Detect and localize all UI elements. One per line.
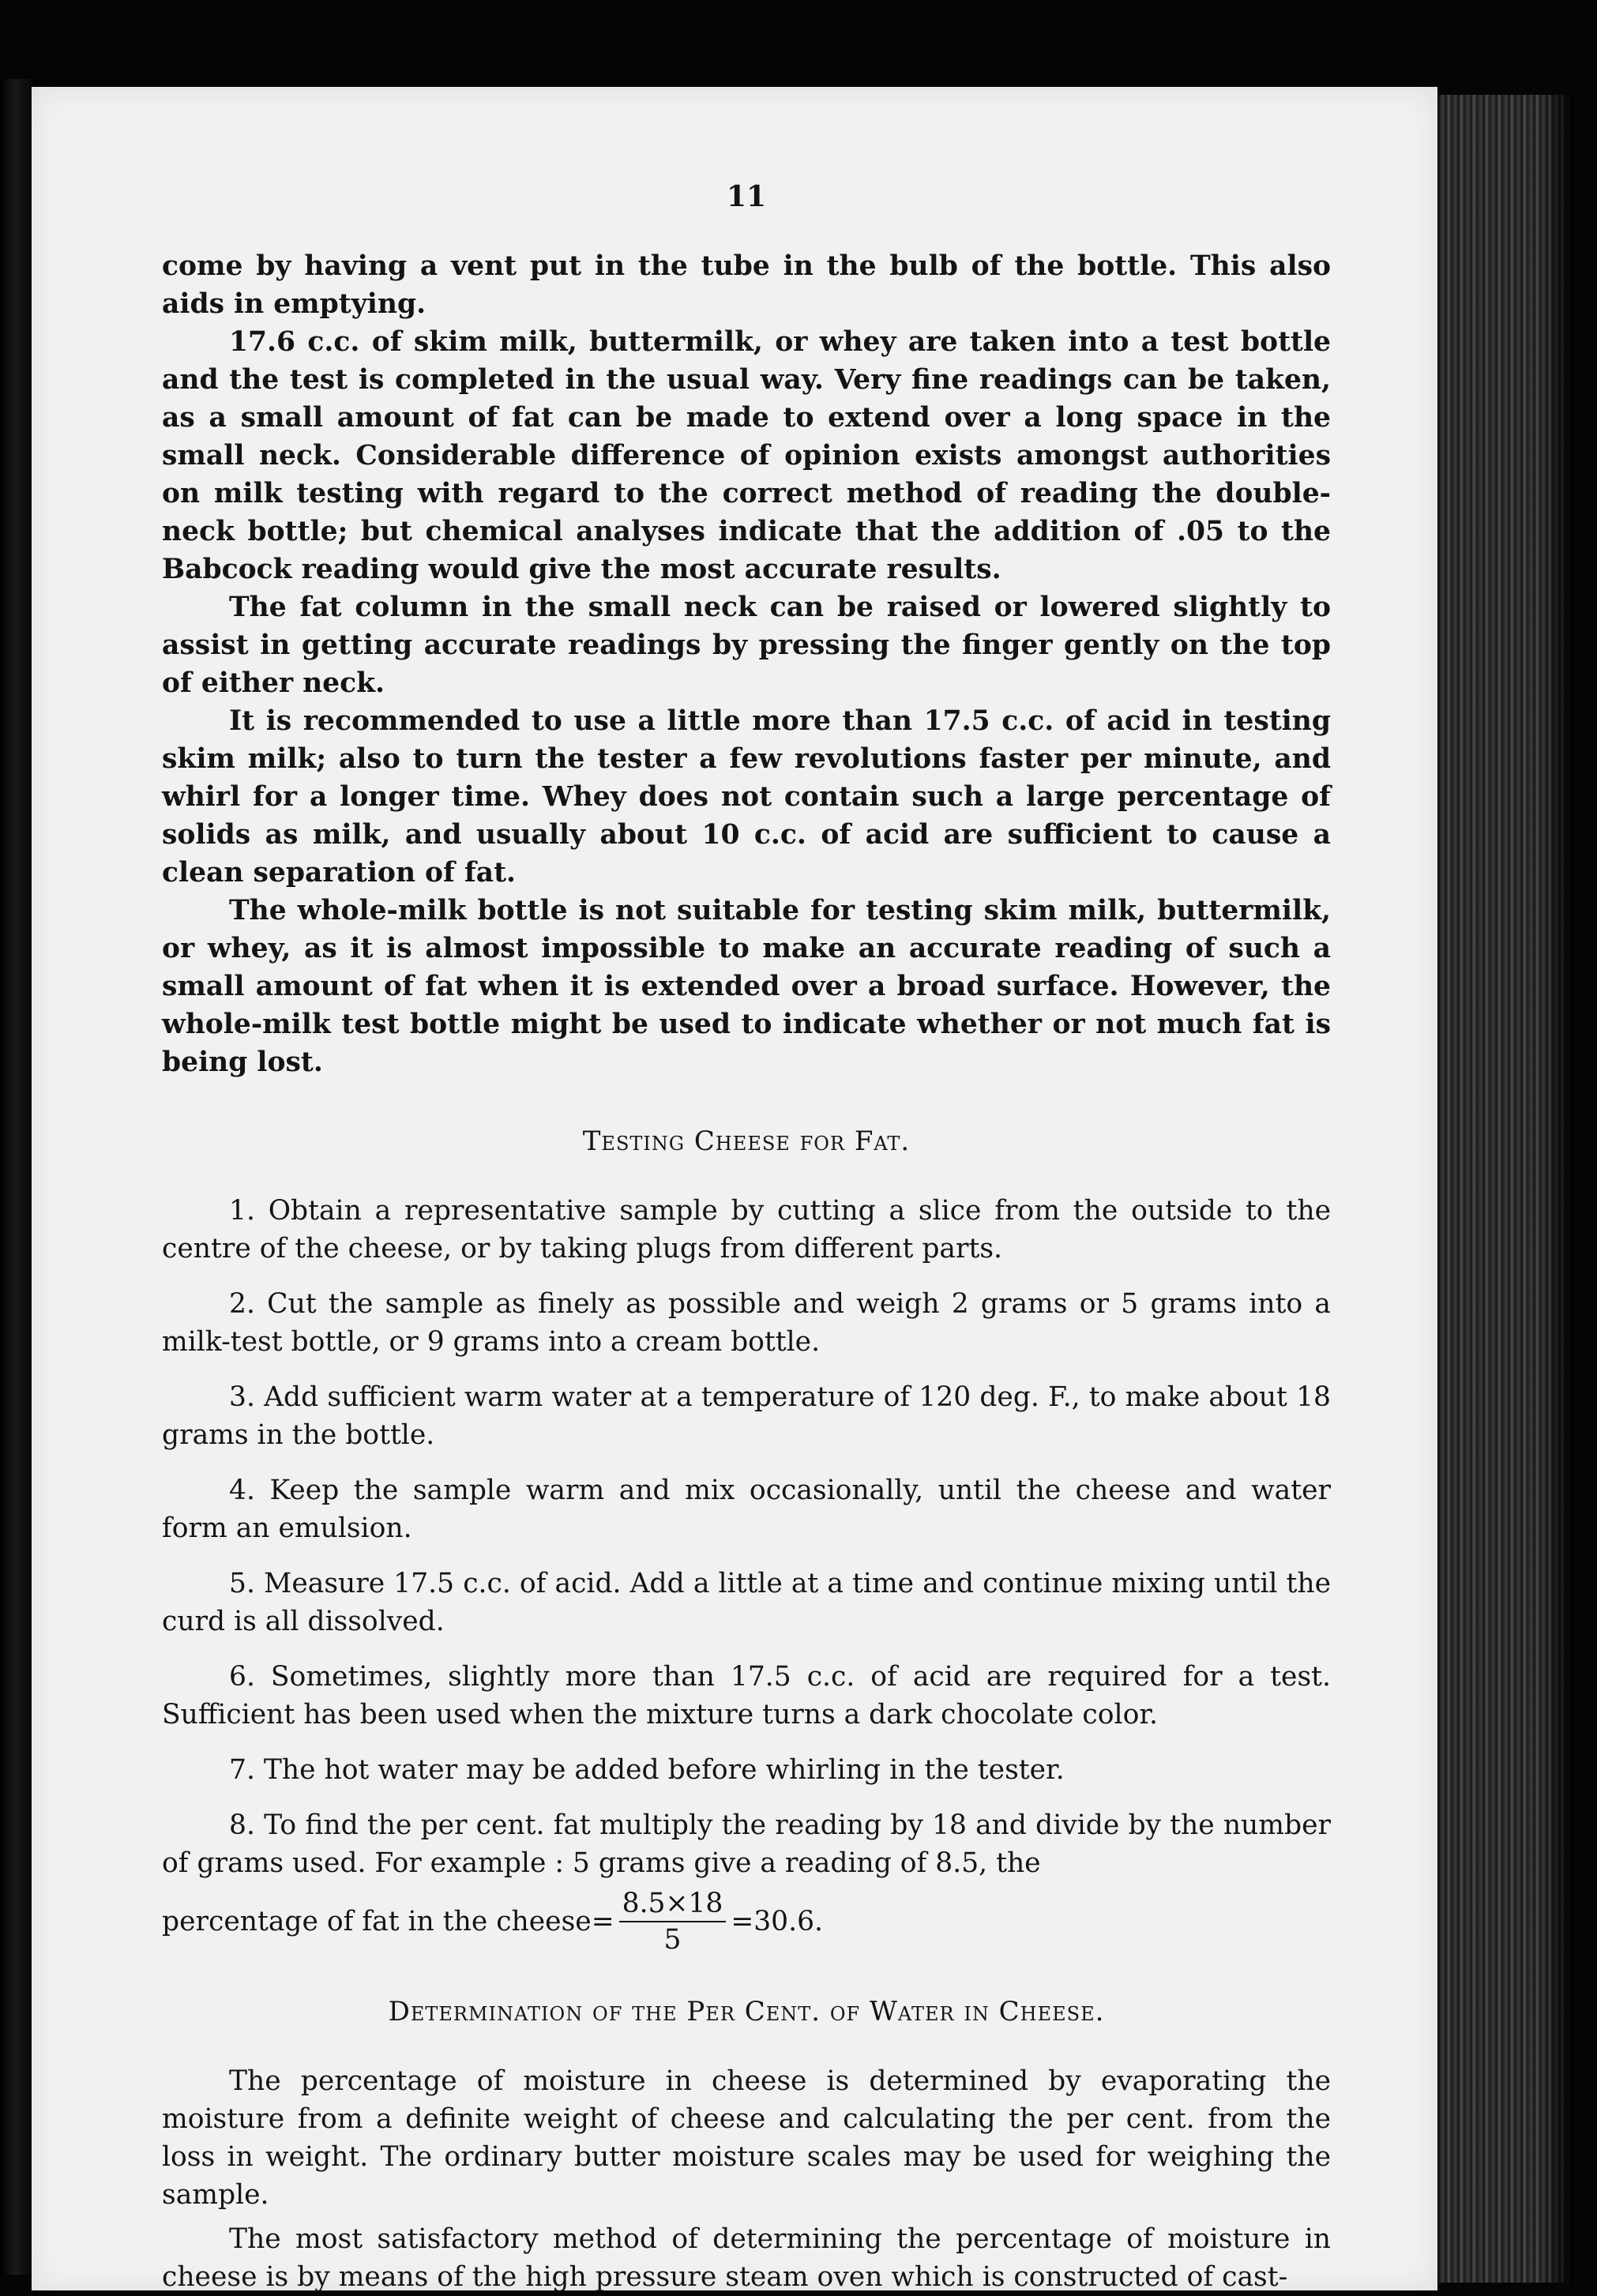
list-item: 6. Sometimes, slightly more than 17.5 c.c. of acid are required for a test. Sufficient has been used when the mixture turns a dark chocolate color. <box>162 1661 1331 1730</box>
section-heading: Testing Cheese for Fat. <box>582 1125 911 1157</box>
steps-list <box>162 1192 1331 1882</box>
intro-section <box>162 247 1331 1081</box>
page-edges <box>1439 95 1573 2283</box>
list-item: 1. Obtain a representative sample by cutting a slice from the outside to the centre of the cheese, or by taking plugs from different parts. <box>162 1195 1331 1264</box>
fraction-numerator: 8.5×18 <box>619 1886 727 1922</box>
list-item: 7. The hot water may be added before whirling in the tester. <box>229 1754 1065 1786</box>
list-item: 5. Measure 17.5 c.c. of acid. Add a little at a time and continue mixing until the curd is all dissolved. <box>162 1568 1331 1637</box>
section-heading: Determination of the Per Cent. of Water in Cheese. <box>388 1996 1105 2027</box>
formula-line <box>162 1882 1331 1961</box>
list-item: 3. Add sufficient warm water at a temperature of 120 deg. F., to make about 18 grams in the bottle. <box>162 1381 1331 1451</box>
paragraph: 17.6 c.c. of skim milk, buttermilk, or whey are taken into a test bottle and the test is completed in the usual way. Very fine readings can be taken, as a small amount of fat can be made to extend over a long space in the small neck. Considerable difference of opinion exists amongst authorities on milk testing with regard to the correct method of reading the double-neck bottle; but chemical analyses indicate that the addition of .05 to the Babcock reading would give the most accurate results. <box>162 326 1331 585</box>
paragraph: It is recommended to use a little more than 17.5 c.c. of acid in testing skim milk; also to turn the tester a few revolutions faster per minute, and whirl for a longer time. Whey does not contain such a large percentage of solids as milk, and usually about 10 c.c. of acid are sufficient to cause a clean separation of fat. <box>162 705 1331 889</box>
formula-prefix: percentage of fat in the cheese= <box>162 1906 614 1937</box>
fraction <box>619 1886 727 1957</box>
fraction-denominator: 5 <box>663 1924 682 1956</box>
formula-result: =30.6. <box>731 1906 824 1937</box>
list-item: 4. Keep the sample warm and mix occasionally, until the cheese and water form an emulsion. <box>162 1475 1331 1544</box>
list-item: 8. To find the per cent. fat multiply the reading by 18 and divide by the number of grams used. For example : 5 grams give a reading of 8.5, the <box>162 1809 1331 1879</box>
page-text <box>162 178 1331 2296</box>
paragraph: The fat column in the small neck can be raised or lowered slightly to assist in getting accurate readings by pressing the finger gently on the top of either neck. <box>162 592 1331 699</box>
page-number: 11 <box>726 180 767 213</box>
paragraph: The most satisfactory method of determining the percentage of moisture in cheese is by means of the high pressure steam oven which is constructed of cast- <box>162 2223 1331 2293</box>
paragraph: The whole-milk bottle is not suitable for testing skim milk, buttermilk, or whey, as it is almost impossible to make an accurate reading of such a small amount of fat when it is extended over a broad surface. However, the whole-milk test bottle might be used to indicate whether or not much fat is being lost. <box>162 895 1331 1078</box>
list-item: 2. Cut the sample as finely as possible and weigh 2 grams or 5 grams into a milk-test bottle, or 9 grams into a cream bottle. <box>162 1288 1331 1358</box>
paragraph: The percentage of moisture in cheese is determined by evaporating the moisture from a definite weight of cheese and calculating the per cent. from the loss in weight. The ordinary butter moisture scales may be used for weighing the sample. <box>162 2065 1331 2211</box>
water-section <box>162 2062 1331 2296</box>
paragraph: come by having a vent put in the tube in the bulb of the bottle. This also aids in emptying. <box>162 250 1331 320</box>
